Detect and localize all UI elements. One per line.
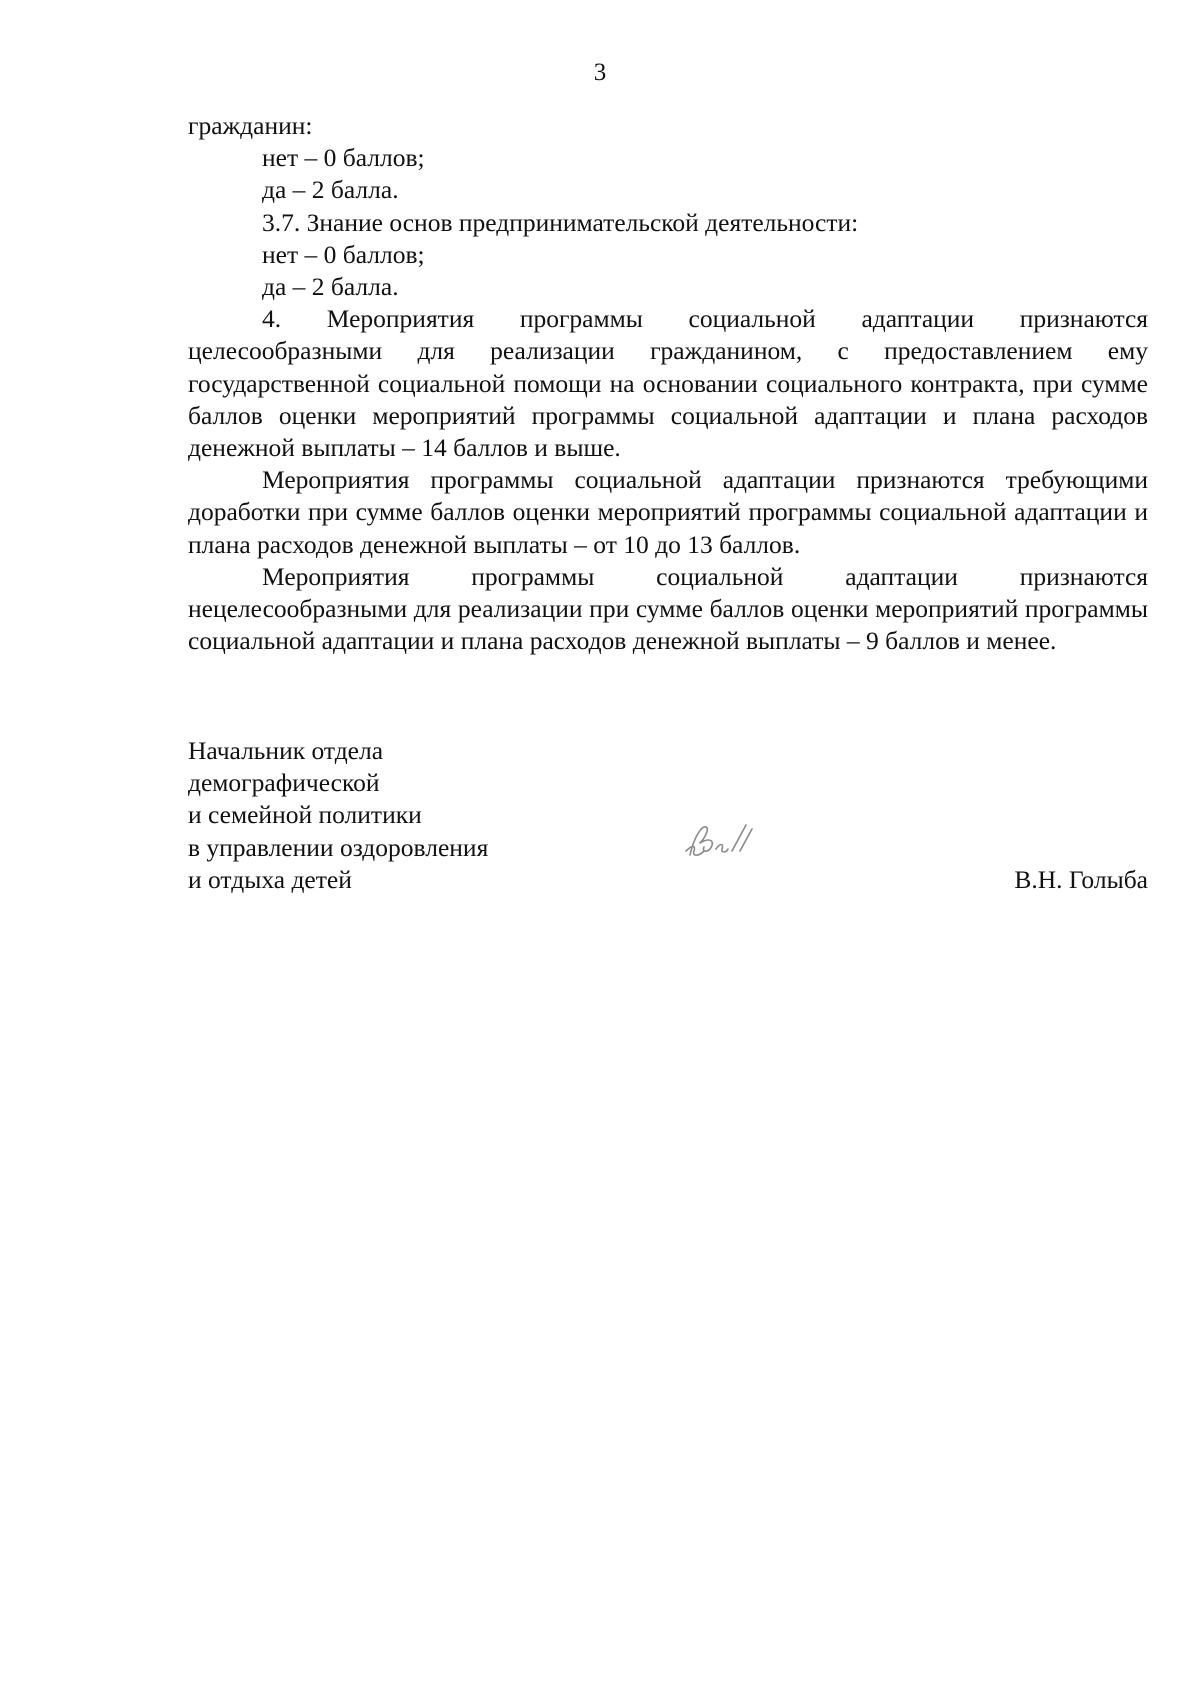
signer-position — [188, 735, 488, 896]
paragraph: нет – 0 баллов; — [262, 239, 425, 269]
document-body — [188, 110, 1148, 657]
page-number: 3 — [593, 59, 607, 86]
paragraph: да – 2 балла. — [262, 175, 399, 205]
signer-position-line: и отдыха детей — [188, 864, 352, 894]
signer-position-line: Начальник отдела — [188, 736, 384, 765]
paragraph: Мероприятия программы социальной адаптации признаются нецелесообразными для реализации при сумме баллов оценки мероприятий программы социальной адаптации и плана расходов денежной выплаты – 9 баллов и менее. — [188, 561, 1148, 656]
handwritten-signature — [680, 815, 760, 865]
signer-name: В.Н. Голыба — [1014, 865, 1148, 894]
paragraph: Мероприятия программы социальной адаптации признаются требующими доработки при сумме баллов оценки мероприятий программы социальной адаптации и плана расходов денежной выплаты – от 10 до 13 баллов. — [188, 465, 1148, 559]
paragraph: гражданин: — [188, 111, 313, 140]
paragraph: да – 2 балла. — [262, 272, 399, 302]
signer-position-line: и семейной политики — [188, 800, 422, 830]
signer-position-line: демографической — [188, 768, 380, 798]
signer-position-line: в управлении оздоровления — [188, 832, 489, 862]
paragraph: 3.7. Знание основ предпринимательской деятельности: — [262, 207, 859, 237]
paragraph: нет – 0 баллов; — [262, 143, 425, 173]
paragraph: 4. Мероприятия программы социальной адаптации признаются целесообразными для реализации гражданином, с предоставлением ему государственной социальной помощи на основании социального контракта, при сумме баллов оценки мероприятий программы социальной адаптации и плана расходов денежной выплаты – 14 баллов и выше. — [188, 304, 1148, 463]
